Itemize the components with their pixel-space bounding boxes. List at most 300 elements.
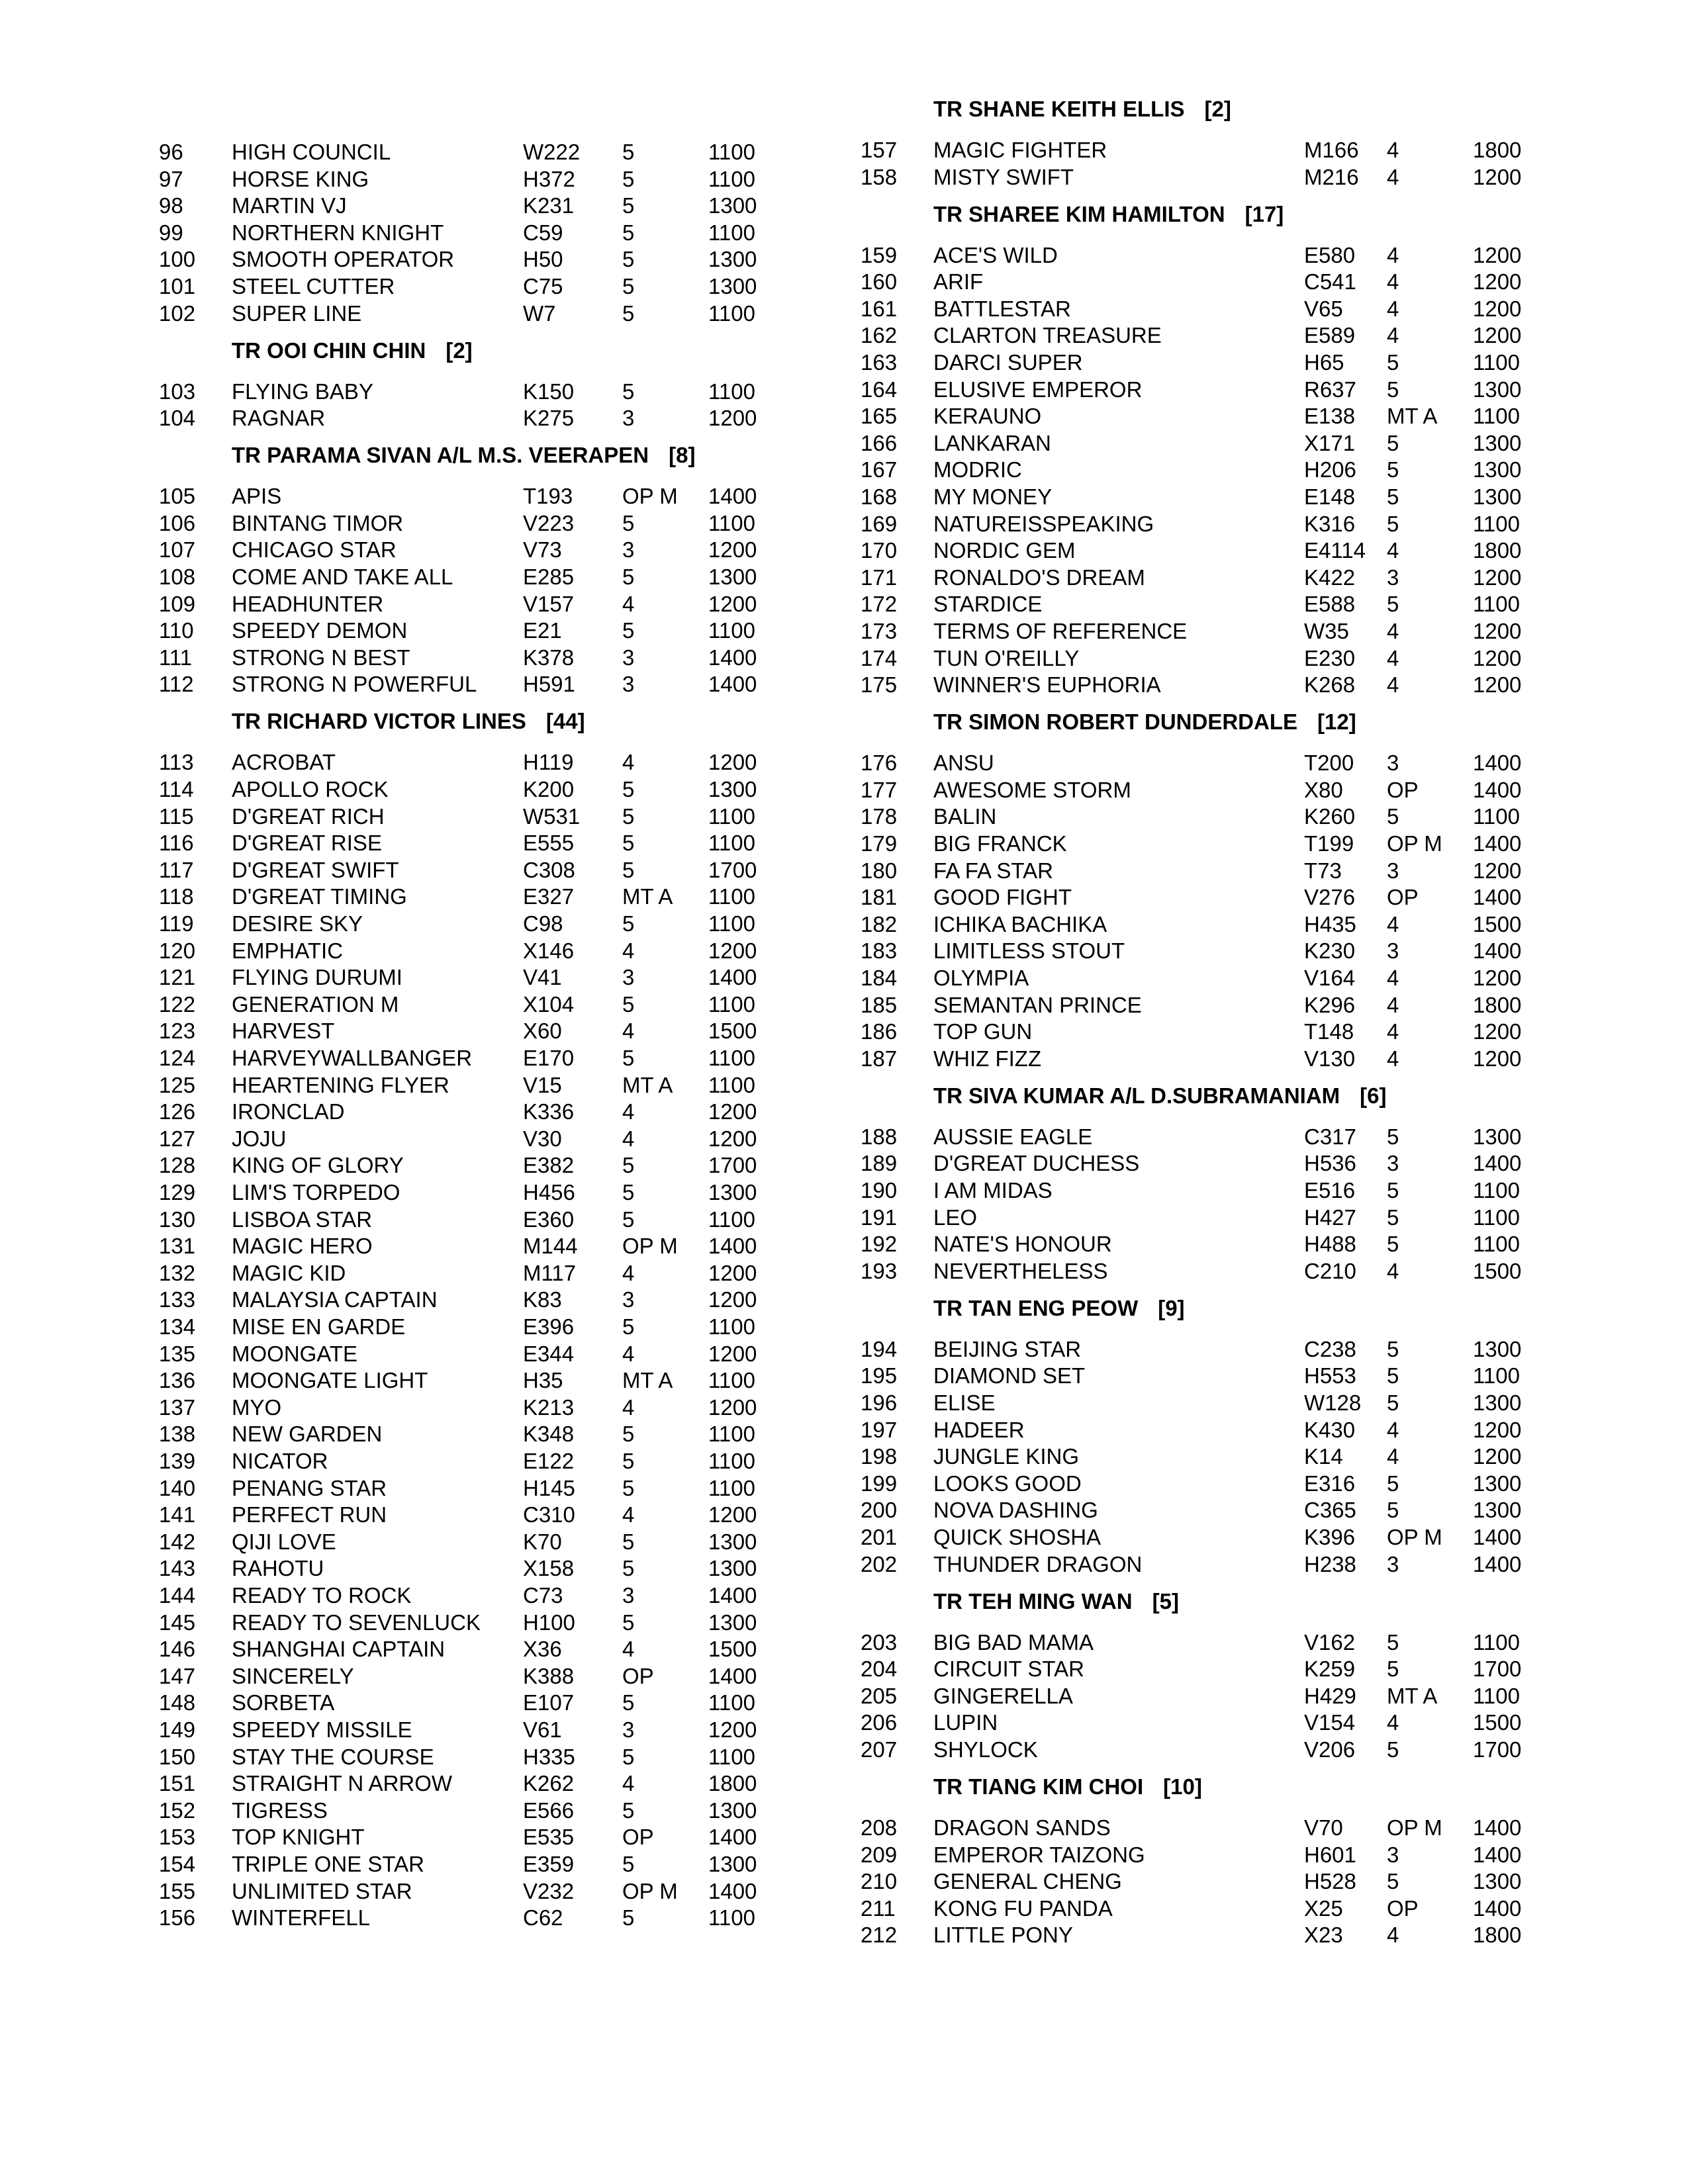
horse-number: 195 [861,1363,898,1388]
horse-distance: 1200 [708,406,757,431]
horse-class: 5 [622,1852,635,1876]
horse-distance: 1400 [1473,938,1522,964]
horse-name: ANSU [933,751,994,776]
horse-code: M117 [523,1260,577,1285]
horse-class: 5 [1387,1336,1399,1361]
horse-distance: 1100 [708,220,755,245]
horse-code: M216 [1304,164,1359,189]
horse-name: NORDIC GEM [933,538,1076,563]
horse-name: DRAGON SANDS [933,1815,1111,1840]
horse-class: 4 [1387,538,1399,563]
horse-distance: 1300 [708,274,757,298]
horse-name: MALAYSIA CAPTAIN [232,1287,438,1312]
horse-code: W7 [523,300,556,326]
horse-code: V70 [1304,1815,1343,1840]
horse-distance: 1400 [708,1878,757,1903]
horse-number: 183 [861,938,898,964]
horse-class: 4 [622,1260,635,1285]
horse-name: MISTY SWIFT [933,164,1074,189]
horse-class: 4 [1387,269,1399,295]
horse-number: 124 [159,1046,196,1070]
horse-name: LOOKS GOOD [933,1471,1082,1496]
horse-class: 5 [1387,1363,1399,1388]
horse-class: 3 [622,537,635,563]
horse-distance: 1100 [708,1368,755,1393]
horse-name: EMPEROR TAIZONG [933,1842,1145,1867]
horse-code: K430 [1304,1417,1356,1442]
horse-class: 4 [622,1502,635,1527]
horse-class: 3 [1387,1842,1399,1867]
horse-number: 119 [159,911,194,936]
horse-distance: 1100 [708,1072,755,1097]
horse-distance: 1400 [1473,1551,1522,1576]
horse-name: QUICK SHOSHA [933,1525,1102,1549]
horse-class: 4 [1387,992,1399,1017]
horse-code: K388 [523,1663,575,1688]
horse-number: 115 [159,803,194,829]
horse-distance: 1200 [1473,242,1522,267]
horse-distance: 1300 [1473,1471,1522,1496]
horse-name: I AM MIDAS [933,1178,1053,1203]
horse-class: 4 [1387,296,1399,321]
horse-number: 178 [861,804,898,829]
horse-number: 133 [159,1287,196,1312]
horse-distance: 1300 [708,1556,757,1581]
horse-name: MOONGATE LIGHT [232,1368,428,1393]
horse-class: 5 [1387,377,1399,402]
horse-class: 4 [622,1771,635,1796]
horse-class: 5 [622,1449,635,1473]
horse-distance: 1300 [1473,430,1522,455]
trainer-name: TR RICHARD VICTOR LINES [232,709,526,734]
horse-number: 113 [159,750,194,775]
horse-code: X80 [1304,777,1343,802]
horse-code: W35 [1304,619,1349,643]
trainer-header [933,96,1231,122]
horse-number: 138 [159,1422,196,1447]
horse-distance: 1200 [1473,1417,1522,1442]
horse-distance: 1300 [1473,484,1522,509]
horse-code: M144 [523,1234,578,1259]
horse-number: 134 [159,1314,196,1339]
horse-name: WINNER'S EUPHORIA [933,672,1161,698]
horse-code: E566 [523,1797,575,1823]
horse-number: 170 [861,538,898,563]
horse-code: X60 [523,1019,562,1044]
horse-class: 4 [622,1099,635,1124]
horse-class: 3 [1387,1151,1399,1176]
trainer-horse-count: [10] [1163,1774,1202,1799]
horse-code: C308 [523,857,575,882]
horse-code: H553 [1304,1363,1356,1388]
horse-name: NEW GARDEN [232,1422,383,1447]
horse-name: QIJI LOVE [232,1529,336,1554]
trainer-name: TR TEH MING WAN [933,1588,1133,1614]
horse-class: 5 [1387,1869,1399,1894]
horse-class: 5 [1387,1124,1399,1149]
horse-number: 209 [861,1842,898,1867]
horse-distance: 1300 [708,777,757,801]
horse-code: H456 [523,1180,575,1205]
horse-distance: 1800 [1473,538,1522,563]
horse-name: BALIN [933,804,997,829]
horse-name: MY MONEY [933,484,1053,509]
horse-name: D'GREAT TIMING [232,884,407,909]
horse-number: 98 [159,193,183,218]
horse-number: 205 [861,1683,898,1708]
horse-distance: 1100 [1473,1683,1520,1708]
horse-distance: 1500 [1473,911,1522,936]
horse-distance: 1300 [708,565,757,589]
horse-name: APOLLO ROCK [232,777,389,801]
horse-code: E588 [1304,592,1356,617]
horse-class: 3 [1387,1551,1399,1576]
horse-distance: 1200 [1473,565,1522,590]
horse-class: 5 [622,220,635,245]
horse-number: 179 [861,831,898,856]
horse-number: 180 [861,858,898,883]
horse-name: LEO [933,1205,978,1230]
horse-distance: 1200 [708,1502,757,1527]
horse-code: W128 [1304,1390,1362,1415]
horse-code: C62 [523,1905,563,1931]
horse-number: 157 [861,138,898,162]
horse-code: E382 [523,1153,575,1178]
horse-name: PENANG STAR [232,1475,387,1500]
horse-distance: 1200 [708,1260,757,1285]
horse-name: WHIZ FIZZ [933,1046,1042,1071]
horse-code: K213 [523,1394,575,1420]
horse-number: 103 [159,379,196,404]
horse-distance: 1400 [708,1663,757,1688]
horse-code: T193 [523,484,573,509]
horse-name: HORSE KING [232,166,369,191]
horse-distance: 1300 [708,193,757,218]
horse-number: 145 [159,1610,196,1635]
trainer-header [232,338,473,364]
horse-distance: 1800 [708,1771,757,1796]
horse-name: NOVA DASHING [933,1498,1098,1523]
horse-class: 5 [1387,511,1399,536]
horse-code: K200 [523,777,575,801]
horse-distance: 1100 [708,510,755,535]
horse-code: K296 [1304,992,1356,1017]
horse-distance: 1100 [708,1690,755,1715]
trainer-name: TR SHANE KEITH ELLIS [933,97,1185,121]
horse-code: V164 [1304,966,1356,990]
horse-code: V65 [1304,296,1343,321]
horse-number: 100 [159,247,196,272]
horse-number: 193 [861,1258,898,1283]
horse-class: 4 [622,1126,635,1151]
horse-name: DARCI SUPER [933,350,1083,375]
horse-number: 97 [159,166,183,191]
horse-number: 184 [861,966,898,990]
horse-distance: 1200 [1473,1019,1522,1044]
horse-number: 174 [861,645,898,670]
horse-code: H591 [523,672,575,697]
horse-name: HEADHUNTER [232,591,384,616]
horse-name: LIM'S TORPEDO [232,1180,400,1205]
horse-distance: 1400 [1473,1151,1522,1176]
horse-number: 168 [861,484,898,509]
horse-distance: 1300 [1473,1869,1522,1894]
horse-name: SPEEDY MISSILE [232,1717,412,1742]
horse-class: 5 [622,831,635,856]
horse-code: W222 [523,140,581,164]
trainer-name: TR PARAMA SIVAN A/L M.S. VEERAPEN [232,443,649,468]
horse-distance: 1100 [1473,1205,1520,1230]
horse-number: 136 [159,1368,196,1393]
horse-code: K396 [1304,1525,1356,1549]
horse-class: 5 [1387,484,1399,509]
horse-name: IRONCLAD [232,1099,345,1124]
horse-name: ACE'S WILD [933,242,1058,267]
horse-distance: 1300 [1473,1124,1522,1149]
horse-name: STARDICE [933,592,1043,617]
horse-class: 4 [622,938,635,963]
trainer-name: TR TAN ENG PEOW [933,1295,1139,1320]
horse-class: 5 [1387,1471,1399,1496]
horse-class: 5 [622,1475,635,1500]
horse-distance: 1700 [708,857,757,882]
horse-number: 156 [159,1905,196,1931]
horse-number: 140 [159,1475,196,1500]
horse-code: K14 [1304,1444,1343,1469]
horse-distance: 1200 [1473,858,1522,883]
horse-number: 147 [159,1663,196,1688]
horse-code: T148 [1304,1019,1354,1044]
horse-number: 208 [861,1815,898,1840]
horse-distance: 1200 [708,1717,757,1742]
horse-class: MT A [622,1072,673,1097]
horse-number: 155 [159,1878,196,1903]
horse-code: H65 [1304,350,1344,375]
horse-number: 152 [159,1797,196,1823]
horse-code: H145 [523,1475,575,1500]
horse-class: 5 [1387,350,1399,375]
horse-distance: 1400 [708,1234,757,1259]
horse-number: 196 [861,1390,898,1415]
horse-code: V162 [1304,1629,1356,1655]
horse-name: RAHOTU [232,1556,324,1581]
horse-class: 3 [1387,938,1399,964]
horse-class: 5 [622,300,635,326]
horse-distance: 1100 [708,379,755,404]
horse-number: 176 [861,751,898,776]
horse-number: 123 [159,1019,196,1044]
horse-distance: 1100 [708,803,755,829]
horse-distance: 1200 [708,1099,757,1124]
horse-class: 4 [1387,323,1399,348]
horse-distance: 1100 [708,1744,755,1769]
horse-name: GOOD FIGHT [933,885,1072,910]
horse-name: STRONG N POWERFUL [232,672,477,697]
horse-distance: 1100 [708,618,755,643]
horse-distance: 1400 [1473,885,1522,910]
horse-code: V223 [523,510,575,535]
horse-class: 5 [622,1610,635,1635]
horse-number: 192 [861,1232,898,1257]
horse-number: 144 [159,1583,196,1608]
horse-number: 106 [159,510,196,535]
horse-code: K230 [1304,938,1356,964]
horse-class: 5 [1387,457,1399,482]
horse-number: 150 [159,1744,196,1769]
horse-class: 5 [622,618,635,643]
horse-number: 146 [159,1637,196,1662]
horse-class: 3 [1387,565,1399,590]
horse-class: 4 [1387,1710,1399,1735]
horse-class: 3 [622,645,635,670]
horse-name: TIGRESS [232,1797,328,1823]
horse-number: 154 [159,1852,196,1876]
horse-name: ELISE [933,1390,996,1415]
horse-class: 5 [622,1905,635,1931]
horse-class: OP M [622,1878,678,1903]
horse-class: 5 [622,1744,635,1769]
trainer-header [933,709,1356,735]
horse-name: SHYLOCK [933,1737,1038,1762]
horse-distance: 1200 [1473,323,1522,348]
horse-code: X146 [523,938,575,963]
horse-distance: 1200 [708,1287,757,1312]
horse-distance: 1200 [1473,645,1522,670]
horse-code: H238 [1304,1551,1356,1576]
horse-class: 4 [1387,1417,1399,1442]
horse-distance: 1100 [708,1475,755,1500]
horse-code: E535 [523,1825,575,1850]
horse-distance: 1200 [708,1394,757,1420]
trainer-horse-count: [44] [545,709,585,734]
horse-distance: 1100 [1473,804,1520,829]
horse-name: FLYING DURUMI [232,965,402,990]
horse-number: 198 [861,1444,898,1469]
trainer-name: TR SHAREE KIM HAMILTON [933,201,1225,226]
horse-distance: 1100 [708,884,755,909]
trainer-name: TR SIVA KUMAR A/L D.SUBRAMANIAM [933,1083,1340,1108]
horse-code: H429 [1304,1683,1356,1708]
horse-code: C238 [1304,1336,1356,1361]
horse-name: SPEEDY DEMON [232,618,408,643]
horse-number: 153 [159,1825,196,1850]
horse-number: 139 [159,1449,196,1473]
horse-class: OP [622,1663,654,1688]
horse-code: H100 [523,1610,575,1635]
horse-distance: 1800 [1473,992,1522,1017]
horse-name: CHICAGO STAR [232,537,397,563]
horse-number: 116 [159,831,194,856]
horse-class: OP [1387,777,1419,802]
horse-name: ICHIKA BACHIKA [933,911,1107,936]
horse-number: 117 [159,857,194,882]
horse-name: BIG FRANCK [933,831,1067,856]
horse-class: 5 [622,857,635,882]
horse-code: E285 [523,565,575,589]
horse-number: 131 [159,1234,196,1259]
horse-class: 5 [622,1422,635,1447]
horse-class: 5 [1387,1205,1399,1230]
horse-code: C59 [523,220,563,245]
horse-code: V154 [1304,1710,1356,1735]
horse-class: MT A [1387,404,1438,429]
horse-distance: 1100 [708,1905,755,1931]
horse-distance: 1100 [1473,1363,1520,1388]
horse-number: 188 [861,1124,898,1149]
horse-class: 5 [622,510,635,535]
horse-class: 3 [622,1583,635,1608]
horse-code: H372 [523,166,575,191]
horse-name: APIS [232,484,282,509]
horse-code: K422 [1304,565,1356,590]
horse-class: 5 [1387,1178,1399,1203]
trainer-name: TR TIANG KIM CHOI [933,1774,1144,1799]
horse-code: K378 [523,645,575,670]
horse-code: E316 [1304,1471,1356,1496]
horse-name: THUNDER DRAGON [933,1551,1143,1576]
horse-name: EMPHATIC [232,938,344,963]
horse-class: 4 [1387,242,1399,267]
horse-number: 101 [159,274,196,298]
horse-number: 118 [159,884,194,909]
horse-distance: 1200 [1473,672,1522,698]
horse-class: 3 [1387,751,1399,776]
horse-code: E359 [523,1852,575,1876]
horse-distance: 1100 [708,991,755,1017]
horse-class: 4 [1387,672,1399,698]
horse-number: 206 [861,1710,898,1735]
horse-name: HARVEST [232,1019,335,1044]
horse-code: E138 [1304,404,1356,429]
horse-name: ARIF [933,269,984,295]
horse-distance: 1200 [708,750,757,775]
horse-class: 5 [622,1556,635,1581]
horse-name: BINTANG TIMOR [232,510,404,535]
horse-number: 121 [159,965,196,990]
horse-code: V15 [523,1072,562,1097]
horse-number: 181 [861,885,898,910]
horse-distance: 1100 [708,166,755,191]
horse-name: SHANGHAI CAPTAIN [232,1637,445,1662]
horse-code: H435 [1304,911,1356,936]
horse-class: 5 [622,991,635,1017]
horse-number: 191 [861,1205,898,1230]
horse-class: 4 [622,750,635,775]
horse-class: 5 [622,1206,635,1232]
horse-number: 207 [861,1737,898,1762]
horse-number: 148 [159,1690,196,1715]
horse-distance: 1100 [708,1449,755,1473]
horse-class: 5 [622,140,635,164]
horse-name: UNLIMITED STAR [232,1878,412,1903]
horse-distance: 1200 [1473,296,1522,321]
horse-class: 4 [622,1394,635,1420]
horse-name: AWESOME STORM [933,777,1131,802]
horse-class: OP M [622,484,678,509]
horse-code: E4114 [1304,538,1366,563]
horse-number: 105 [159,484,196,509]
horse-code: H528 [1304,1869,1356,1894]
horse-name: RAGNAR [232,406,326,431]
horse-code: H601 [1304,1842,1356,1867]
trainer-horse-count: [6] [1360,1083,1387,1108]
horse-code: X25 [1304,1895,1343,1921]
horse-class: 5 [622,166,635,191]
horse-class: 5 [1387,430,1399,455]
horse-number: 143 [159,1556,196,1581]
horse-name: CIRCUIT STAR [933,1657,1084,1682]
horse-distance: 1400 [1473,751,1522,776]
